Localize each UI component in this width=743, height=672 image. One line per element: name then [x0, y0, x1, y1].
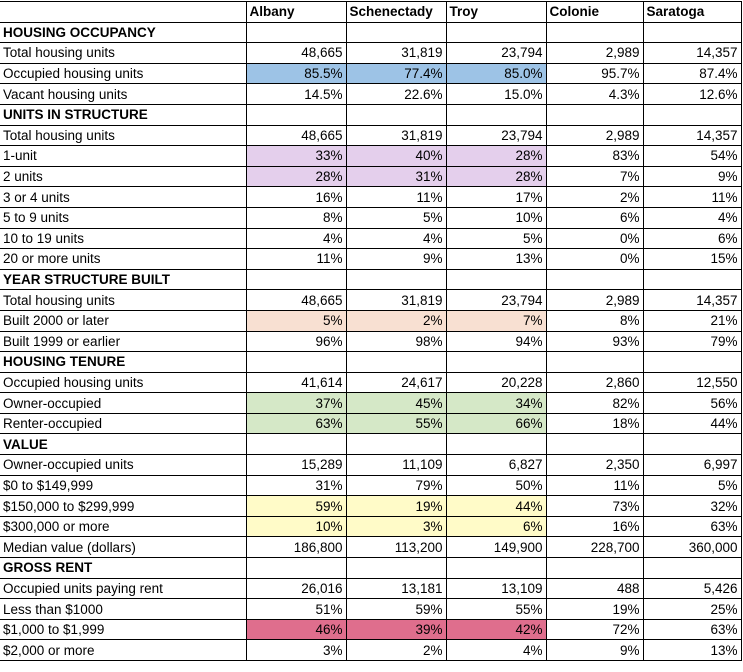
value-cell-troy[interactable]: 42% [446, 619, 546, 640]
value-cell-troy[interactable]: 17% [446, 187, 546, 208]
value-cell-colonie[interactable]: 72% [546, 619, 643, 640]
value-cell-saratoga[interactable]: 56% [643, 393, 741, 414]
row-label-cell[interactable]: Renter-occupied [0, 413, 246, 434]
column-header-colonie[interactable]: Colonie [546, 2, 643, 23]
value-cell-colonie[interactable]: 6% [546, 207, 643, 228]
value-cell-saratoga[interactable]: 5,426 [643, 578, 741, 599]
value-cell-albany[interactable]: 15,289 [246, 455, 346, 476]
table-row [0, 578, 741, 599]
value-cell-troy[interactable]: 50% [446, 475, 546, 496]
value-cell-schenectady[interactable]: 98% [346, 331, 446, 352]
value-cell-schenectady[interactable]: 13,181 [346, 578, 446, 599]
value-cell-schenectady[interactable]: 2% [346, 310, 446, 331]
value-cell-colonie[interactable]: 82% [546, 393, 643, 414]
value-cell-saratoga[interactable] [643, 269, 741, 290]
value-cell-troy[interactable]: 23,794 [446, 125, 546, 146]
row-label-cell[interactable]: 10 to 19 units [0, 228, 246, 249]
section-header-row [0, 558, 741, 579]
value-cell-albany[interactable]: 10% [246, 516, 346, 537]
value-cell-albany[interactable]: 14.5% [246, 84, 346, 105]
value-cell-albany[interactable]: 48,665 [246, 125, 346, 146]
value-cell-schenectady[interactable]: 55% [346, 413, 446, 434]
value-cell-schenectady[interactable] [346, 558, 446, 579]
value-cell-albany[interactable]: 85.5% [246, 63, 346, 84]
row-label-cell[interactable]: Total housing units [0, 43, 246, 64]
table-row [0, 166, 741, 187]
value-cell-schenectady[interactable]: 9% [346, 249, 446, 270]
value-cell-schenectady[interactable]: 113,200 [346, 537, 446, 558]
section-header-row [0, 269, 741, 290]
value-cell-albany[interactable]: 46% [246, 619, 346, 640]
row-label-cell[interactable]: 1-unit [0, 146, 246, 167]
value-cell-saratoga[interactable]: 87.4% [643, 63, 741, 84]
value-cell-colonie[interactable]: 73% [546, 496, 643, 517]
value-cell-colonie[interactable]: 0% [546, 249, 643, 270]
row-label-cell[interactable]: Less than $1000 [0, 599, 246, 620]
value-cell-saratoga[interactable]: 63% [643, 619, 741, 640]
value-cell-albany[interactable]: 41,614 [246, 372, 346, 393]
value-cell-troy[interactable]: 10% [446, 207, 546, 228]
section-title-cell[interactable]: HOUSING TENURE [0, 352, 246, 373]
value-cell-saratoga[interactable] [643, 558, 741, 579]
value-cell-colonie[interactable]: 9% [546, 640, 643, 661]
table-row [0, 125, 741, 146]
value-cell-colonie[interactable]: 95.7% [546, 63, 643, 84]
value-cell-troy[interactable]: 20,228 [446, 372, 546, 393]
table-row [0, 310, 741, 331]
value-cell-schenectady[interactable]: 3% [346, 516, 446, 537]
row-label-cell[interactable]: 20 or more units [0, 249, 246, 270]
value-cell-schenectady[interactable]: 4% [346, 228, 446, 249]
row-label-cell[interactable]: Occupied housing units [0, 372, 246, 393]
value-cell-saratoga[interactable]: 21% [643, 310, 741, 331]
table-row [0, 516, 741, 537]
value-cell-colonie[interactable]: 2% [546, 187, 643, 208]
value-cell-saratoga[interactable]: 12,550 [643, 372, 741, 393]
value-cell-albany[interactable] [246, 558, 346, 579]
value-cell-schenectady[interactable]: 31,819 [346, 43, 446, 64]
section-title-cell[interactable]: GROSS RENT [0, 558, 246, 579]
value-cell-albany[interactable] [246, 269, 346, 290]
value-cell-saratoga[interactable]: 13% [643, 640, 741, 661]
row-label-cell[interactable]: Vacant housing units [0, 84, 246, 105]
table-row [0, 146, 741, 167]
value-cell-albany[interactable] [246, 434, 346, 455]
value-cell-colonie[interactable]: 2,860 [546, 372, 643, 393]
value-cell-schenectady[interactable]: 77.4% [346, 63, 446, 84]
value-cell-saratoga[interactable]: 79% [643, 331, 741, 352]
row-label-cell[interactable]: 5 to 9 units [0, 207, 246, 228]
value-cell-saratoga[interactable]: 14,357 [643, 290, 741, 311]
value-cell-colonie[interactable]: 16% [546, 516, 643, 537]
value-cell-troy[interactable]: 13,109 [446, 578, 546, 599]
section-title-cell[interactable]: VALUE [0, 434, 246, 455]
header-corner-cell[interactable] [0, 2, 246, 23]
value-cell-schenectady[interactable] [346, 269, 446, 290]
value-cell-troy[interactable] [446, 352, 546, 373]
value-cell-schenectady[interactable]: 39% [346, 619, 446, 640]
column-header-albany[interactable]: Albany [246, 2, 346, 23]
section-header-row [0, 22, 741, 43]
table-row [0, 249, 741, 270]
section-title-cell[interactable]: UNITS IN STRUCTURE [0, 104, 246, 125]
value-cell-troy[interactable]: 66% [446, 413, 546, 434]
row-label-cell[interactable]: $1,000 to $1,999 [0, 619, 246, 640]
value-cell-schenectady[interactable]: 59% [346, 599, 446, 620]
value-cell-colonie[interactable]: 2,350 [546, 455, 643, 476]
value-cell-saratoga[interactable]: 360,000 [643, 537, 741, 558]
table-row [0, 290, 741, 311]
value-cell-colonie[interactable] [546, 22, 643, 43]
value-cell-albany[interactable] [246, 22, 346, 43]
value-cell-colonie[interactable]: 2,989 [546, 43, 643, 64]
value-cell-troy[interactable]: 28% [446, 146, 546, 167]
column-header-troy[interactable]: Troy [446, 2, 546, 23]
table-row [0, 640, 741, 661]
row-label-cell[interactable]: 3 or 4 units [0, 187, 246, 208]
section-title-cell[interactable]: HOUSING OCCUPANCY [0, 22, 246, 43]
row-label-cell[interactable]: Occupied housing units [0, 63, 246, 84]
value-cell-colonie[interactable]: 11% [546, 475, 643, 496]
value-cell-colonie[interactable] [546, 269, 643, 290]
column-header-saratoga[interactable]: Saratoga [643, 2, 741, 23]
value-cell-colonie[interactable]: 4.3% [546, 84, 643, 105]
row-label-cell[interactable]: Median value (dollars) [0, 537, 246, 558]
value-cell-colonie[interactable]: 93% [546, 331, 643, 352]
value-cell-schenectady[interactable]: 5% [346, 207, 446, 228]
value-cell-troy[interactable]: 7% [446, 310, 546, 331]
value-cell-schenectady[interactable]: 79% [346, 475, 446, 496]
value-cell-albany[interactable] [246, 352, 346, 373]
value-cell-colonie[interactable]: 8% [546, 310, 643, 331]
table-row [0, 413, 741, 434]
value-cell-colonie[interactable] [546, 104, 643, 125]
value-cell-albany[interactable]: 16% [246, 187, 346, 208]
row-label-cell[interactable]: Total housing units [0, 125, 246, 146]
row-label-cell[interactable]: $2,000 or more [0, 640, 246, 661]
section-title-cell[interactable]: YEAR STRUCTURE BUILT [0, 269, 246, 290]
value-cell-schenectady[interactable] [346, 352, 446, 373]
value-cell-schenectady[interactable] [346, 434, 446, 455]
value-cell-albany[interactable]: 11% [246, 249, 346, 270]
value-cell-troy[interactable]: 149,900 [446, 537, 546, 558]
value-cell-schenectady[interactable]: 31,819 [346, 290, 446, 311]
value-cell-schenectady[interactable]: 22.6% [346, 84, 446, 105]
row-label-cell[interactable]: $150,000 to $299,999 [0, 496, 246, 517]
value-cell-troy[interactable]: 13% [446, 249, 546, 270]
table-row [0, 599, 741, 620]
row-label-cell[interactable]: Total housing units [0, 290, 246, 311]
value-cell-albany[interactable] [246, 104, 346, 125]
housing-data-table [0, 1, 742, 661]
value-cell-albany[interactable]: 48,665 [246, 43, 346, 64]
value-cell-troy[interactable]: 85.0% [446, 63, 546, 84]
section-header-row [0, 434, 741, 455]
row-label-cell[interactable]: Owner-occupied [0, 393, 246, 414]
value-cell-saratoga[interactable] [643, 434, 741, 455]
value-cell-saratoga[interactable]: 14,357 [643, 125, 741, 146]
table-row [0, 537, 741, 558]
value-cell-schenectady[interactable]: 19% [346, 496, 446, 517]
value-cell-colonie[interactable]: 83% [546, 146, 643, 167]
row-label-cell[interactable]: $0 to $149,999 [0, 475, 246, 496]
value-cell-albany[interactable]: 5% [246, 310, 346, 331]
row-label-cell[interactable]: $300,000 or more [0, 516, 246, 537]
value-cell-colonie[interactable]: 228,700 [546, 537, 643, 558]
value-cell-troy[interactable]: 34% [446, 393, 546, 414]
value-cell-schenectady[interactable]: 31% [346, 166, 446, 187]
value-cell-saratoga[interactable]: 5% [643, 475, 741, 496]
value-cell-albany[interactable]: 96% [246, 331, 346, 352]
value-cell-albany[interactable]: 51% [246, 599, 346, 620]
table-row [0, 619, 741, 640]
value-cell-saratoga[interactable] [643, 104, 741, 125]
value-cell-albany[interactable]: 59% [246, 496, 346, 517]
value-cell-troy[interactable] [446, 104, 546, 125]
value-cell-albany[interactable]: 4% [246, 228, 346, 249]
value-cell-troy[interactable]: 4% [446, 640, 546, 661]
value-cell-saratoga[interactable]: 44% [643, 413, 741, 434]
value-cell-saratoga[interactable]: 9% [643, 166, 741, 187]
table-row [0, 475, 741, 496]
row-label-cell[interactable]: Occupied units paying rent [0, 578, 246, 599]
value-cell-albany[interactable]: 37% [246, 393, 346, 414]
value-cell-schenectady[interactable] [346, 104, 446, 125]
value-cell-albany[interactable]: 26,016 [246, 578, 346, 599]
value-cell-saratoga[interactable]: 32% [643, 496, 741, 517]
value-cell-albany[interactable]: 28% [246, 166, 346, 187]
table-row [0, 331, 741, 352]
value-cell-troy[interactable]: 6,827 [446, 455, 546, 476]
value-cell-troy[interactable] [446, 434, 546, 455]
table-row [0, 207, 741, 228]
value-cell-albany[interactable]: 186,800 [246, 537, 346, 558]
value-cell-colonie[interactable] [546, 558, 643, 579]
value-cell-schenectady[interactable]: 24,617 [346, 372, 446, 393]
table-row [0, 228, 741, 249]
value-cell-colonie[interactable]: 2,989 [546, 290, 643, 311]
value-cell-saratoga[interactable]: 4% [643, 207, 741, 228]
value-cell-albany[interactable]: 31% [246, 475, 346, 496]
value-cell-colonie[interactable]: 488 [546, 578, 643, 599]
value-cell-colonie[interactable]: 7% [546, 166, 643, 187]
value-cell-troy[interactable]: 44% [446, 496, 546, 517]
value-cell-colonie[interactable]: 19% [546, 599, 643, 620]
value-cell-albany[interactable]: 33% [246, 146, 346, 167]
table-row [0, 63, 741, 84]
value-cell-saratoga[interactable]: 54% [643, 146, 741, 167]
column-header-schenectady[interactable]: Schenectady [346, 2, 446, 23]
value-cell-troy[interactable]: 28% [446, 166, 546, 187]
value-cell-saratoga[interactable] [643, 352, 741, 373]
value-cell-troy[interactable] [446, 22, 546, 43]
value-cell-troy[interactable]: 94% [446, 331, 546, 352]
header-row [0, 2, 741, 23]
value-cell-colonie[interactable]: 18% [546, 413, 643, 434]
value-cell-schenectady[interactable] [346, 22, 446, 43]
table-row [0, 455, 741, 476]
value-cell-schenectady[interactable]: 31,819 [346, 125, 446, 146]
value-cell-colonie[interactable] [546, 434, 643, 455]
value-cell-schenectady[interactable]: 45% [346, 393, 446, 414]
value-cell-albany[interactable]: 48,665 [246, 290, 346, 311]
section-header-row [0, 352, 741, 373]
row-label-cell[interactable]: Built 2000 or later [0, 310, 246, 331]
value-cell-colonie[interactable]: 2,989 [546, 125, 643, 146]
value-cell-saratoga[interactable]: 25% [643, 599, 741, 620]
row-label-cell[interactable]: 2 units [0, 166, 246, 187]
value-cell-troy[interactable]: 6% [446, 516, 546, 537]
table-row [0, 496, 741, 517]
value-cell-albany[interactable]: 3% [246, 640, 346, 661]
value-cell-schenectady[interactable]: 11% [346, 187, 446, 208]
value-cell-saratoga[interactable]: 14,357 [643, 43, 741, 64]
row-label-cell[interactable]: Built 1999 or earlier [0, 331, 246, 352]
value-cell-albany[interactable]: 63% [246, 413, 346, 434]
value-cell-saratoga[interactable]: 15% [643, 249, 741, 270]
table-row [0, 84, 741, 105]
value-cell-saratoga[interactable]: 6,997 [643, 455, 741, 476]
table-row [0, 393, 741, 414]
value-cell-troy[interactable]: 55% [446, 599, 546, 620]
value-cell-colonie[interactable] [546, 352, 643, 373]
value-cell-saratoga[interactable] [643, 22, 741, 43]
value-cell-troy[interactable]: 23,794 [446, 290, 546, 311]
table-row [0, 187, 741, 208]
value-cell-saratoga[interactable]: 12.6% [643, 84, 741, 105]
value-cell-troy[interactable] [446, 558, 546, 579]
table-row [0, 372, 741, 393]
value-cell-troy[interactable]: 5% [446, 228, 546, 249]
table-body [0, 2, 741, 661]
value-cell-colonie[interactable]: 0% [546, 228, 643, 249]
value-cell-troy[interactable] [446, 269, 546, 290]
value-cell-saratoga[interactable]: 6% [643, 228, 741, 249]
value-cell-albany[interactable]: 8% [246, 207, 346, 228]
section-header-row [0, 104, 741, 125]
value-cell-saratoga[interactable]: 11% [643, 187, 741, 208]
value-cell-saratoga[interactable]: 63% [643, 516, 741, 537]
table-row [0, 43, 741, 64]
row-label-cell[interactable]: Owner-occupied units [0, 455, 246, 476]
value-cell-troy[interactable]: 15.0% [446, 84, 546, 105]
value-cell-schenectady[interactable]: 2% [346, 640, 446, 661]
value-cell-schenectady[interactable]: 40% [346, 146, 446, 167]
value-cell-troy[interactable]: 23,794 [446, 43, 546, 64]
value-cell-schenectady[interactable]: 11,109 [346, 455, 446, 476]
